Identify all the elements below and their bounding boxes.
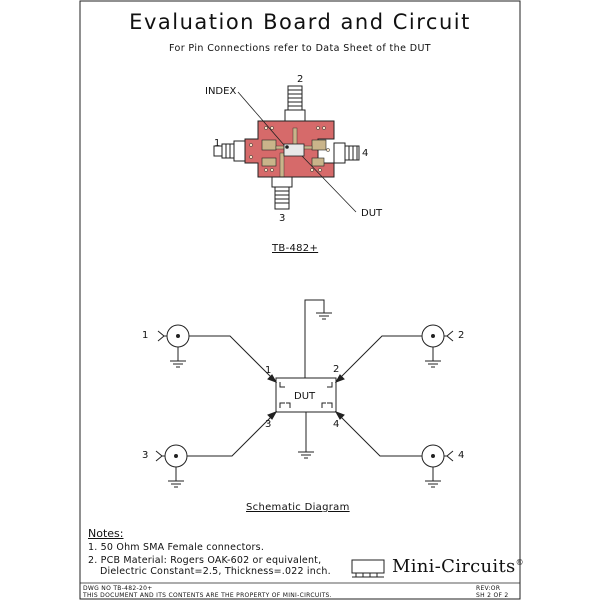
dut-top-ground-wire [305,300,324,378]
port-2-connector [336,325,453,382]
schematic-port-2-label: 2 [458,330,465,341]
registered-mark: ® [515,558,524,567]
ground-symbol [316,313,332,319]
note-item: Dielectric Constant=2.5, Thickness=.022 inch. [100,566,331,577]
brand-name: Mini-Circuits® [392,556,524,577]
pcb-pad [312,140,326,150]
dut-pin-3-label: 3 [265,419,272,430]
port-1-connector [158,325,276,382]
note-item: 2. PCB Material: Rogers OAK-602 or equivalent, [88,555,322,566]
sma-connector-3 [272,177,292,209]
board-port-4-label: 4 [362,148,369,159]
board-port-2-label: 2 [297,74,304,85]
mini-circuits-logo-icon [352,560,384,577]
revision: REV:OR [476,585,501,592]
sma-connector-4 [334,143,359,163]
schematic-port-4-label: 4 [458,450,465,461]
schematic-caption: Schematic Diagram [246,502,350,513]
dut-pin-1-label: 1 [265,365,272,376]
pcb-pad [262,158,276,166]
dut-pin-2-label: 2 [333,364,340,375]
index-label: INDEX [205,86,237,97]
port-3-connector [156,412,276,487]
pcb-pad [312,158,324,166]
schematic-port-3-label: 3 [142,450,149,461]
schematic-port-1-label: 1 [142,330,149,341]
pcb-trace [293,128,297,146]
page-title: Evaluation Board and Circuit [129,10,471,34]
evaluation-board [214,86,359,212]
dut-pin-4-label: 4 [333,419,340,430]
port-4-connector [336,412,453,487]
property-notice: THIS DOCUMENT AND ITS CONTENTS ARE THE PROPERTY OF MINI-CIRCUITS. [83,592,332,599]
pcb-pad [262,140,276,150]
schematic-dut-label: DUT [294,391,316,402]
ground-symbol [298,452,314,458]
index-dot [286,146,289,149]
note-item: 1. 50 Ohm SMA Female connectors. [88,542,265,553]
board-dut-label: DUT [361,208,383,219]
board-port-1-label: 1 [214,138,221,149]
page-subtitle: For Pin Connections refer to Data Sheet of the DUT [168,43,432,54]
drawing-number: DWG NO TB-482-20+ [83,585,153,592]
notes-heading: Notes: [88,527,124,540]
board-port-3-label: 3 [279,213,286,224]
board-caption: TB-482+ [272,243,319,254]
sheet-number: SH 2 OF 2 [476,592,509,599]
sma-connector-2 [285,86,305,121]
pcb-trace [280,153,284,177]
